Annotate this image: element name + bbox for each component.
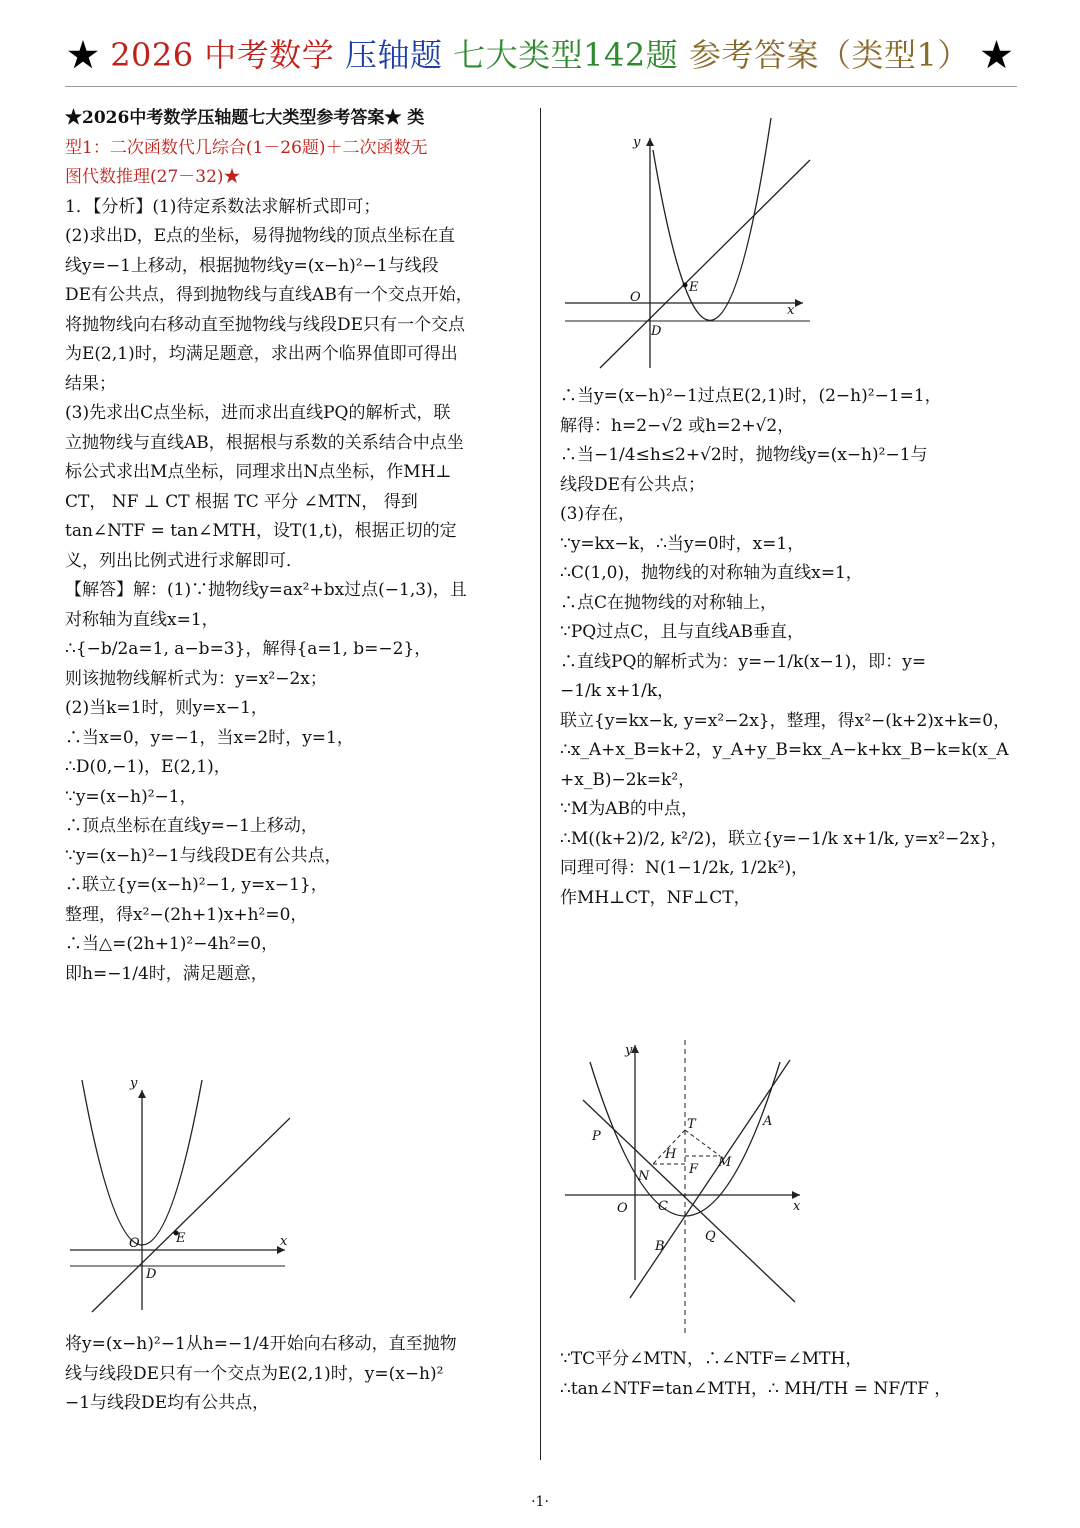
text-line: −1/k x+1/k， (560, 681, 675, 701)
label-D: D (651, 324, 662, 339)
text-line: 即h=−1/4时，满足题意， (65, 963, 268, 984)
text-line: tan∠NTF = tan∠MTH，设T(1,t)，根据正切的定 (65, 521, 457, 541)
text-line: 立抛物线与直线AB，根据根与系数的关系结合中点坐 (65, 432, 464, 453)
text-line: ∴D(0,−1)，E(2,1)， (65, 757, 231, 777)
text-line: DE有公共点，得到抛物线与直线AB有一个交点开始， (65, 285, 473, 305)
right-mid-text (560, 382, 1020, 913)
text-line: ∵y=(x−h)²−1与线段DE有公共点， (65, 845, 342, 866)
column-divider (540, 108, 541, 1460)
page-number: ·1· (531, 1494, 549, 1510)
star-icon: ★ (67, 36, 100, 74)
text-line: ∴{−b/2a=1, a−b=3}，解得{a=1, b=−2}， (65, 639, 432, 659)
figure-parabola-right-top (565, 118, 815, 373)
text-line: ∴顶点坐标在直线y=−1上移动， (65, 816, 318, 836)
text-line: 标公式求出M点坐标，同理求出N点坐标，作MH⊥ (65, 462, 452, 482)
text-line: 联立{y=kx−k, y=x²−2x}，整理，得x²−(k+2)x+k=0， (560, 710, 1011, 731)
label-y: y (625, 1043, 633, 1058)
text-line: (2)当k=1时，则y=x−1， (65, 698, 268, 718)
text-line: ∵PQ过点C，且与直线AB垂直， (560, 622, 804, 642)
label-H: H (665, 1147, 677, 1162)
header-rule (65, 86, 1017, 87)
label-E: E (176, 1231, 186, 1246)
text-line: ∴联立{y=(x−h)²−1, y=x−1}， (65, 875, 328, 895)
text-line: (3)存在， (560, 504, 636, 524)
label-E: E (689, 280, 699, 295)
text-line: 线段DE有公共点； (560, 474, 706, 495)
text-line: 线与线段DE只有一个交点为E(2,1)时，y=(x−h)² (65, 1363, 444, 1384)
text-line: 为E(2,1)时，均满足题意，求出两个临界值即可得出 (65, 344, 458, 364)
label-y: y (633, 135, 641, 150)
doc-title-line-1: ★2026中考数学压轴题七大类型参考答案★ 类 (65, 108, 425, 128)
left-column (65, 104, 525, 989)
text-line: 【解答】解：(1)∵抛物线y=ax²+bx过点(−1,3)，且 (65, 580, 467, 600)
text-line: ∴M((k+2)/2, k²/2)，联立{y=−1/k x+1/k, y=x²−2x}， (560, 828, 1008, 849)
label-N: N (638, 1169, 650, 1184)
text-line: ∴当x=0，y=−1，当x=2时，y=1， (65, 727, 354, 748)
text-line: 义，列出比例式进行求解即可． (65, 550, 303, 571)
text-line: 整理，得x²−(2h+1)x+h²=0， (65, 904, 308, 925)
text-line: 解得：h=2−√2 或h=2+√2， (560, 415, 795, 436)
text-line: 对称轴为直线x=1， (65, 609, 219, 630)
text-line: (2)求出D，E点的坐标，易得抛物线的顶点坐标在直 (65, 226, 456, 246)
text-line: 同理可得：N(1−1/2k, 1/2k²)， (560, 858, 809, 878)
page-header (0, 30, 1080, 76)
label-T: T (687, 1117, 696, 1132)
text-line: 线y=−1上移动，根据抛物线y=(x−h)²−1与线段 (65, 255, 439, 276)
label-P: P (592, 1129, 601, 1144)
header-part3: 七大类型142题 (453, 36, 679, 74)
label-C: C (658, 1199, 668, 1214)
header-part1: 中考数学 (204, 36, 335, 74)
text-line: ∵y=kx−k，∴当y=0时，x=1， (560, 533, 805, 554)
text-line: ∴点C在抛物线的对称轴上， (560, 592, 778, 613)
label-x: x (787, 303, 795, 318)
text-line: 将抛物线向右移动直至抛物线与线段DE只有一个交点 (65, 314, 466, 335)
text-line: CT， NF ⊥ CT 根据 TC 平分 ∠MTN， 得到 (65, 491, 418, 512)
left-bottom-text (65, 1330, 525, 1419)
label-F: F (689, 1162, 699, 1177)
text-line: ∵y=(x−h)²−1， (65, 786, 197, 807)
text-line: ∴直线PQ的解析式为：y=−1/k(x−1)，即：y= (560, 651, 927, 672)
text-line: 1．【分析】(1)待定系数法求解析式即可； (65, 196, 381, 217)
label-Q: Q (705, 1229, 716, 1244)
text-line: ∴x_A+x_B=k+2，y_A+y_B=kx_A−k+kx_B−k=k(x_A (560, 740, 1009, 760)
text-line: 则该抛物线解析式为：y=x²−2x； (65, 668, 327, 689)
label-x: x (793, 1199, 801, 1214)
text-line: (3)先求出C点坐标，进而求出直线PQ的解析式，联 (65, 403, 451, 423)
text-line: ∴当△=(2h+1)²−4h²=0， (65, 934, 279, 954)
text-line: ∵TC平分∠MTN，∴∠NTF=∠MTH， (560, 1349, 863, 1369)
header-year: 2026 (110, 36, 194, 74)
text-line: 将y=(x−h)²−1从h=−1/4开始向右移动，直至抛物 (65, 1334, 457, 1354)
label-A: A (763, 1114, 773, 1129)
text-line: +x_B)−2k=k²， (560, 769, 696, 790)
doc-title-line-3: 图代数推理(27－32)★ (65, 167, 241, 187)
text-line: ∴tan∠NTF=tan∠MTH，∴ MH/TH = NF/TF ， (560, 1378, 952, 1399)
label-M: M (718, 1155, 732, 1170)
label-O: O (129, 1236, 140, 1251)
header-part4: 参考答案（类型1） (688, 36, 970, 74)
header-part2: 压轴题 (344, 36, 443, 74)
label-y: y (130, 1080, 138, 1091)
text-line: −1与线段DE均有公共点， (65, 1393, 270, 1413)
text-line: ∴当y=(x−h)²−1过点E(2,1)时，(2−h)²−1=1， (560, 386, 942, 406)
label-D: D (146, 1267, 157, 1282)
doc-title-line-2: 型1：二次函数代几综合(1－26题)＋二次函数无 (65, 137, 428, 158)
star-icon: ★ (980, 36, 1013, 74)
text-line: ∴当−1/4≤h≤2+√2时，抛物线y=(x−h)²−1与 (560, 445, 928, 465)
text-line: 作MH⊥CT，NF⊥CT， (560, 887, 751, 908)
right-bottom-text (560, 1345, 1020, 1404)
text-line: 结果； (65, 373, 116, 394)
text-line: ∴C(1,0)，抛物线的对称轴为直线x=1， (560, 563, 863, 583)
label-O: O (617, 1201, 628, 1216)
label-O: O (630, 290, 641, 305)
text-line: ∵M为AB的中点， (560, 799, 698, 819)
label-B: B (655, 1239, 665, 1254)
figure-geometry-right (565, 1040, 810, 1340)
figure-parabola-left (70, 1080, 290, 1315)
label-x: x (280, 1234, 288, 1249)
